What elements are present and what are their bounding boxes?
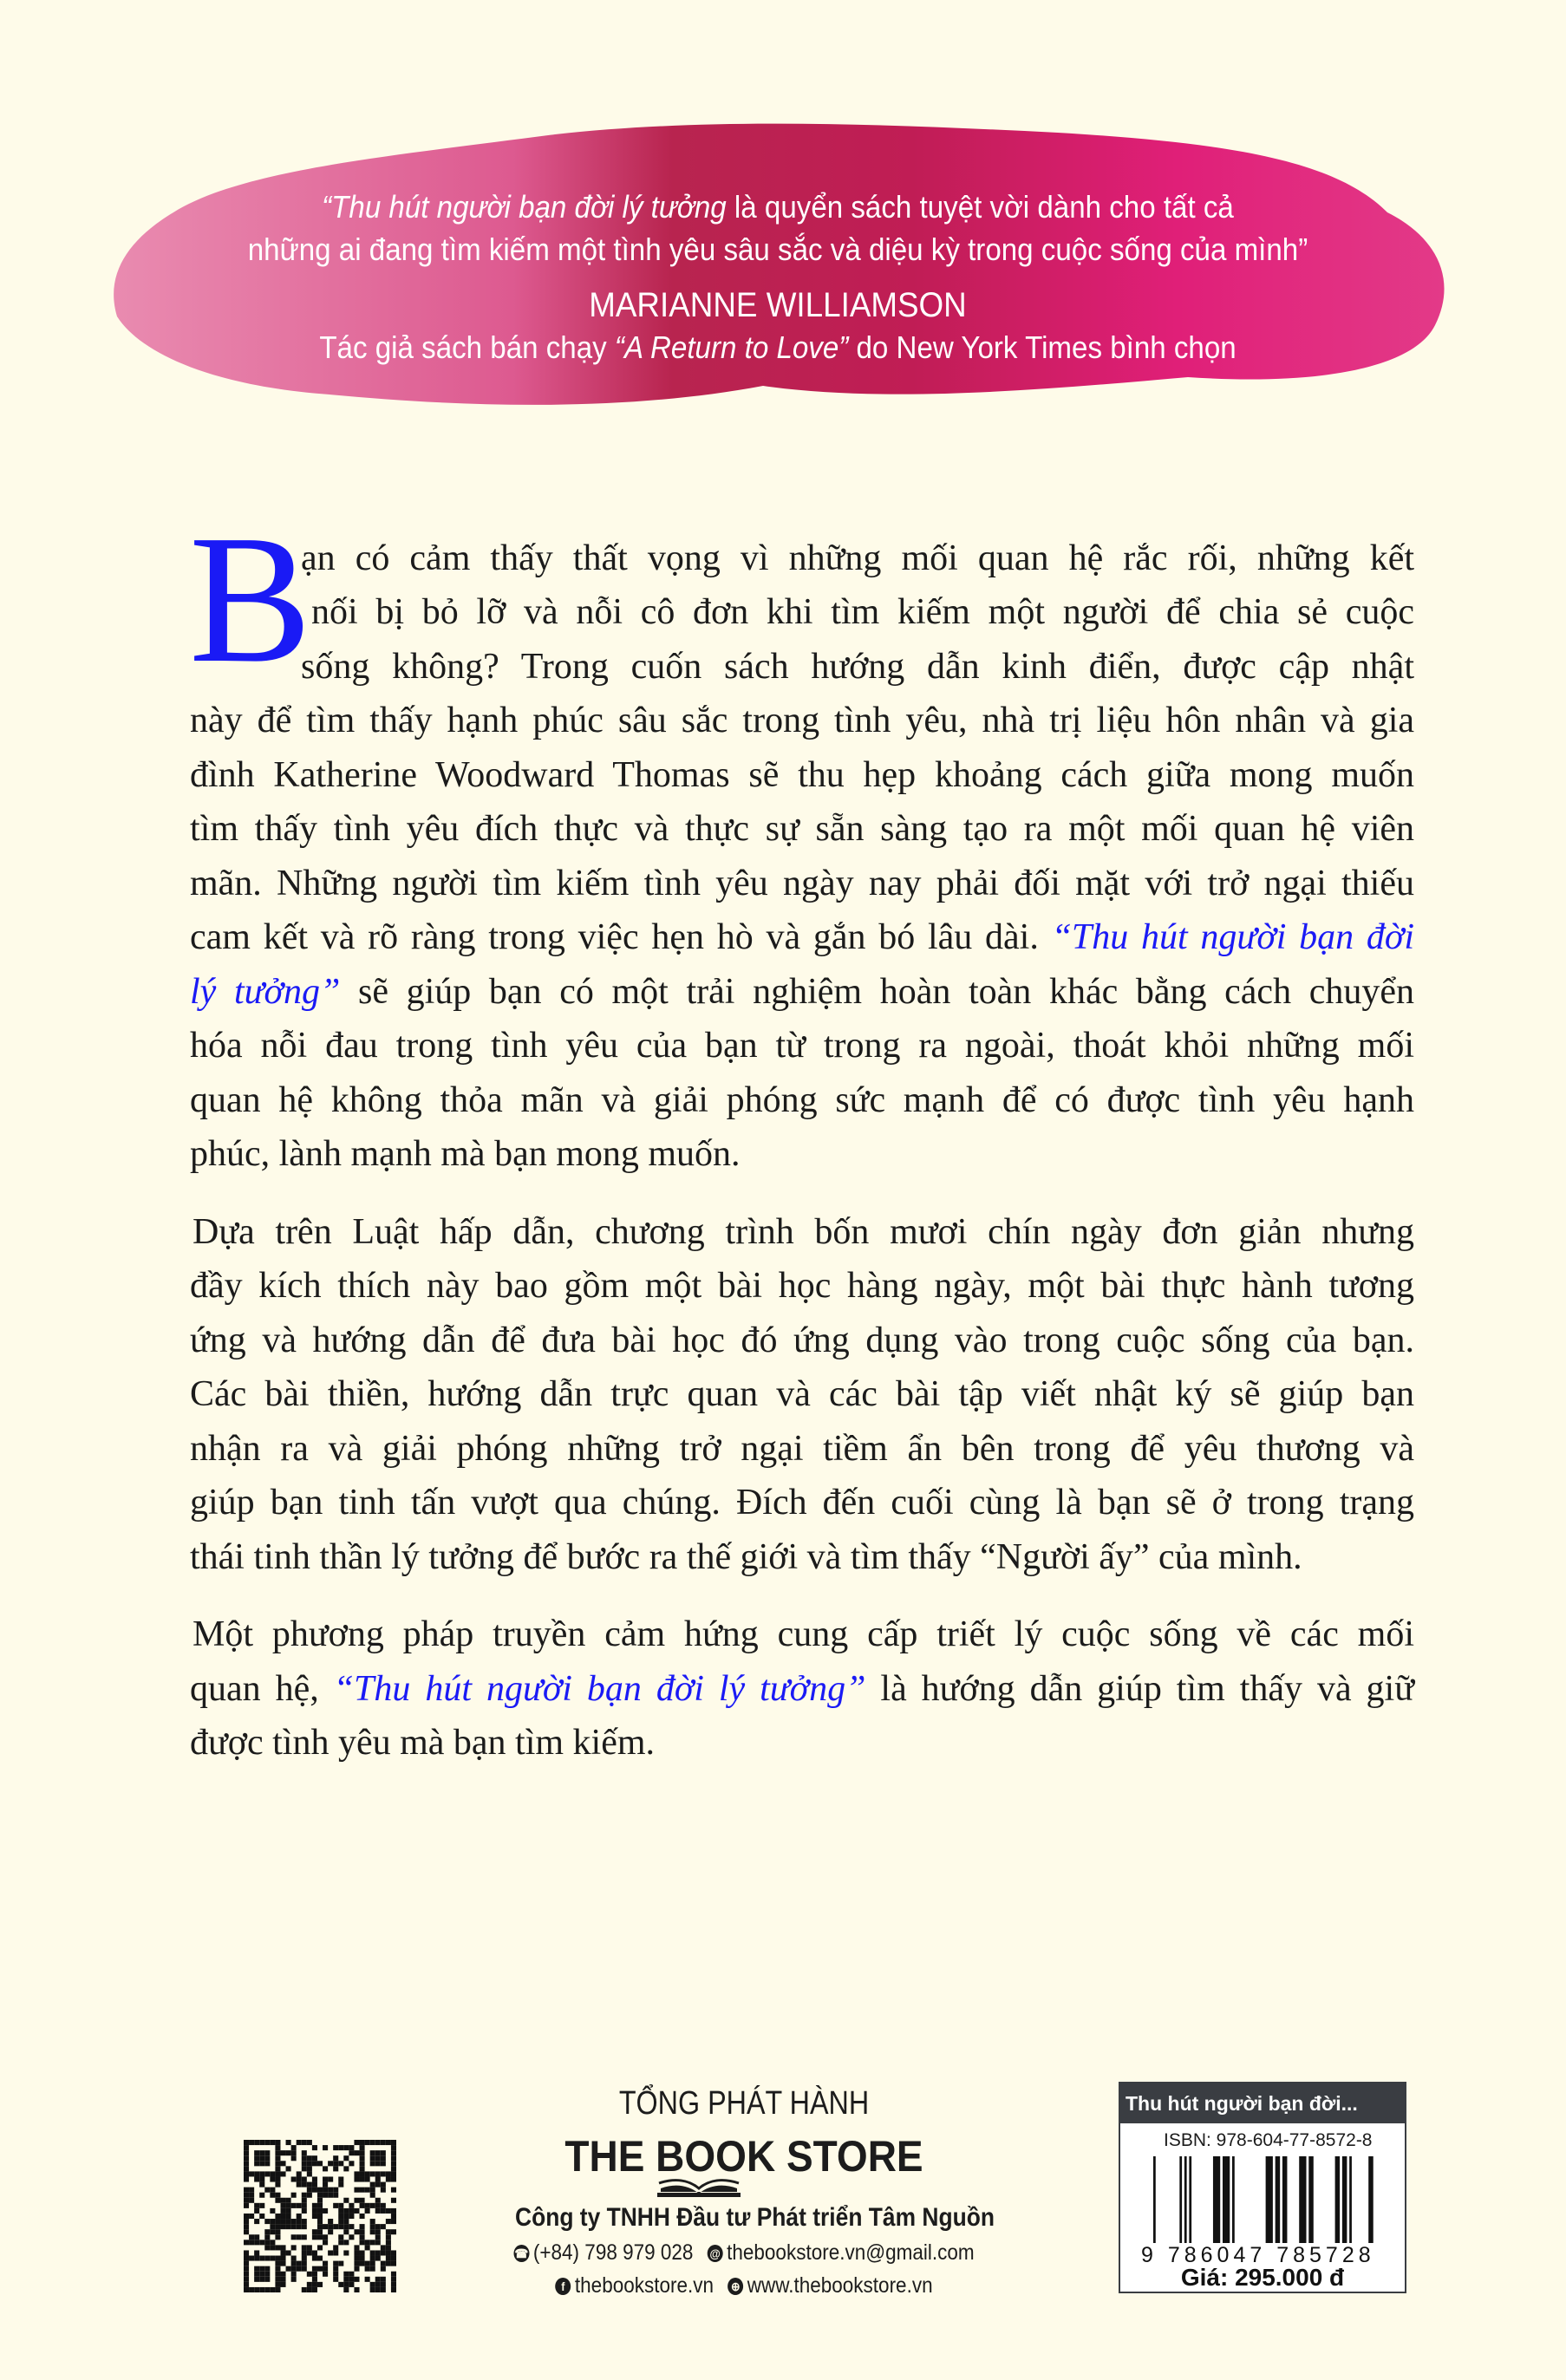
credit-text: do New York Times bình chọn [848, 329, 1236, 365]
body-line: sống không? Trong cuốn sách hướng dẫn kinh điển, được cập nhật [301, 647, 1414, 687]
facebook-link[interactable] [555, 2273, 714, 2298]
book-title-italic: “Thu hút người bạn đời lý tưởng [322, 189, 727, 225]
distributor-label: TỔNG PHÁT HÀNH [618, 2085, 870, 2122]
barcode-title: Thu hút người bạn đời... [1120, 2083, 1405, 2123]
email-contact[interactable] [708, 2240, 975, 2266]
endorsement-quote-line-2: những ai đang tìm kiếm một tình yêu sâu sắc và diệu kỳ trong cuộc sống của mình” [247, 231, 1308, 267]
body-line: thái tinh thần lý tưởng để bước ra thế giới và tìm thấy “Người ấy” của mình. [190, 1537, 1302, 1577]
endorsement-author: MARIANNE WILLIAMSON [589, 286, 967, 324]
body-line [190, 910, 1414, 964]
open-book-icon [657, 2176, 741, 2197]
body-line [190, 965, 1414, 1019]
phone-text: (+84) 798 979 028 [532, 2240, 694, 2265]
body-line [190, 1662, 1414, 1716]
qr-code[interactable] [243, 2140, 397, 2292]
book-title-italic: lý tưởng” [190, 972, 341, 1012]
barcode [1153, 2156, 1380, 2253]
quote-text: là quyển sách tuyệt vời dành cho tất cả [726, 189, 1234, 225]
at-icon: @ [708, 2245, 723, 2262]
body-line: ạn có cảm thấy thất vọng vì những mối quan hệ rắc rối, những kết [301, 538, 1414, 578]
endorsement-credit [166, 329, 1388, 366]
barcode-digits: 9 786047 785728 [1141, 2243, 1393, 2268]
distributor-logo-text: THE BOOK STORE [564, 2132, 923, 2181]
body-line: hóa nỗi đau trong tình yêu của bạn từ trong ra ngoài, thoát khỏi những mối [190, 1026, 1414, 1066]
drop-cap: B [189, 497, 312, 701]
credit-text: Tác giả sách bán chạy [319, 329, 615, 365]
isbn: ISBN: 978-604-77-8572-8 [1164, 2130, 1373, 2150]
body-line: mãn. Những người tìm kiếm tình yêu ngày nay phải đối mặt với trở ngại thiếu [190, 864, 1414, 903]
body-line: đầy kích thích này bao gồm một bài học hàng ngày, một bài thực hành tương [190, 1266, 1414, 1306]
phone-contact[interactable] [513, 2240, 693, 2266]
body-text: quan hệ, [190, 1669, 334, 1709]
barcode-label [1119, 2082, 1406, 2293]
body-line: Dựa trên Luật hấp dẫn, chương trình bốn mươi chín ngày đơn giản nhưng [192, 1212, 1414, 1252]
endorsement-quote-line-1 [166, 189, 1388, 225]
body-line: nối bị bỏ lỡ và nỗi cô đơn khi tìm kiếm một người để chia sẻ cuộc [311, 592, 1414, 632]
globe-icon: ⊕ [728, 2278, 743, 2295]
body-line: tìm thấy tình yêu đích thực và thực sự sẵn sàng tạo ra một mối quan hệ viên [190, 809, 1414, 849]
body-line: Các bài thiền, hướng dẫn trực quan và các bài tập viết nhật ký sẽ giúp bạn [190, 1374, 1414, 1414]
credit-book-title: “A Return to Love” [614, 329, 849, 365]
email-text: thebookstore.vn@gmail.com [727, 2240, 975, 2265]
body-line: Một phương pháp truyền cảm hứng cung cấp triết lý cuộc sống về các mối [192, 1614, 1414, 1654]
facebook-text: thebookstore.vn [574, 2273, 714, 2298]
body-line: được tình yêu mà bạn tìm kiếm. [190, 1723, 656, 1763]
body-line: nhận ra và giải phóng những trở ngại tiềm ẩn bên trong để yêu thương và [190, 1429, 1414, 1469]
facebook-icon: f [555, 2278, 571, 2295]
body-text: cam kết và rõ ràng trong việc hẹn hò và gắn bó lâu dài. [190, 917, 1052, 957]
contact-row [502, 2240, 986, 2266]
company-name: Công ty TNHH Đầu tư Phát triển Tâm Nguồn [515, 2203, 995, 2232]
book-title-italic: “Thu hút người bạn đời lý tưởng” [333, 1669, 866, 1709]
body-line: giúp bạn tinh tấn vượt qua chúng. Đích đến cuối cùng là bạn sẽ ở trong trạng [190, 1483, 1414, 1523]
book-title-italic: “Thu hút người bạn đời [1051, 917, 1414, 957]
phone-icon: ☎ [514, 2246, 529, 2261]
website-text: www.thebookstore.vn [747, 2273, 933, 2298]
body-line: phúc, lành mạnh mà bạn mong muốn. [190, 1134, 741, 1174]
website-link[interactable] [728, 2273, 932, 2298]
body-line: này để tìm thấy hạnh phúc sâu sắc trong tình yêu, nhà trị liệu hôn nhân và gia [190, 701, 1414, 740]
body-line: đình Katherine Woodward Thomas sẽ thu hẹp khoảng cách giữa mong muốn [190, 755, 1414, 795]
body-text: sẽ giúp bạn có một trải nghiệm hoàn toàn khác bằng cách chuyển [357, 972, 1415, 1012]
price: Giá: 295.000 đ [1180, 2264, 1345, 2291]
body-line: ứng và hướng dẫn để đưa bài học đó ứng dụng vào trong cuộc sống của bạn. [190, 1320, 1414, 1360]
contact-row [502, 2273, 986, 2298]
body-line: quan hệ không thỏa mãn và giải phóng sức mạnh để có được tình yêu hạnh [190, 1080, 1414, 1120]
body-text: là hướng dẫn giúp tìm thấy và giữ [865, 1669, 1414, 1709]
